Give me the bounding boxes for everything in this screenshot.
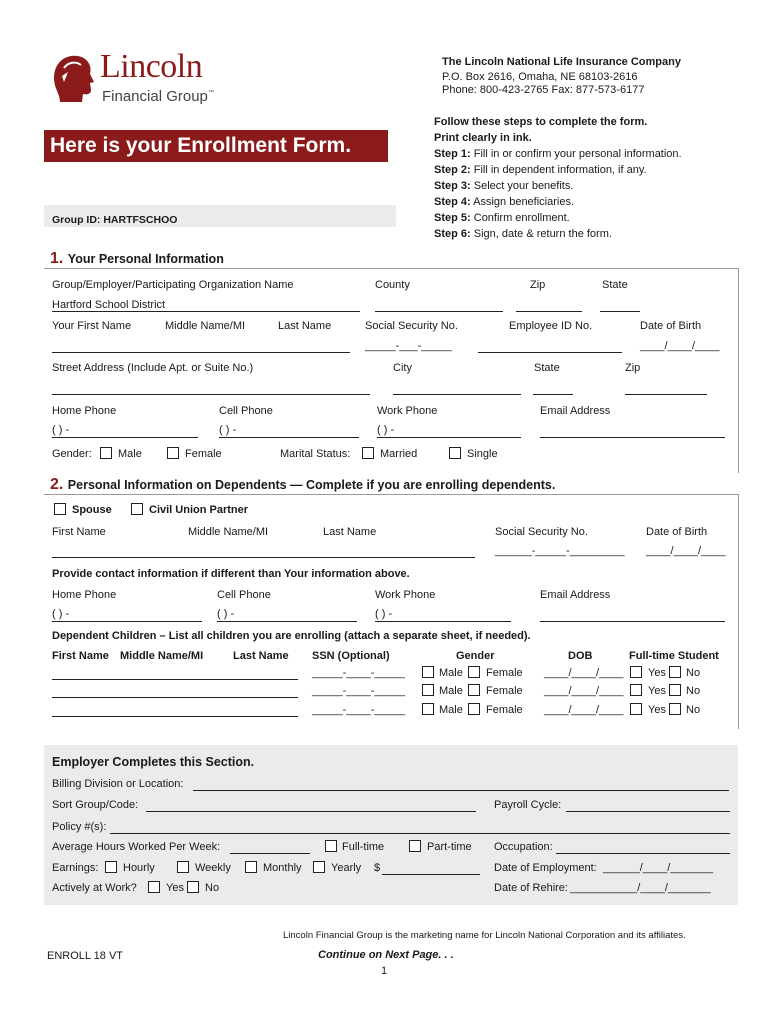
spouse-checkbox[interactable] [54,503,66,515]
dep-name-field[interactable] [52,557,475,558]
male-checkbox[interactable] [100,447,112,459]
child-male-label: Male [439,704,463,716]
street-field[interactable] [52,394,370,395]
billing-label: Billing Division or Location: [52,778,184,790]
employee-id-label: Employee ID No. [509,320,593,332]
billing-field[interactable] [193,790,729,791]
dep-email-label: Email Address [540,589,611,601]
dep-first-name-label: First Name [52,526,106,538]
child-female-checkbox[interactable] [468,684,480,696]
child-female-label: Female [486,667,523,679]
payroll-label: Payroll Cycle: [494,799,562,811]
contact-note: Provide contact information if different than Your information above. [52,568,410,580]
dep-home-phone-field[interactable]: ( ) - [52,608,70,620]
monthly-label: Monthly [263,862,302,874]
zip-label: Zip [530,279,546,291]
married-label: Married [380,448,418,460]
col-middle-name: Middle Name/MI [120,650,204,662]
child-yes-label: Yes [648,704,666,716]
child-female-label: Female [486,685,523,697]
weekly-checkbox[interactable] [177,861,189,873]
payroll-field[interactable] [566,811,730,812]
child-name-field[interactable] [52,679,298,680]
avg-hours-label: Average Hours Worked Per Week: [52,841,221,853]
policy-label: Policy #(s): [52,821,107,833]
dep-cell-phone-field[interactable]: ( ) - [217,608,235,620]
banner-text: Here is your Enrollment Form. [50,134,352,157]
state2-label: State [534,362,560,374]
dep-cell-phone-label: Cell Phone [217,589,271,601]
single-label: Single [467,448,498,460]
logo-wordmark: Lincoln [100,48,203,85]
ssn-label: Social Security No. [365,320,458,332]
dep-middle-name-label: Middle Name/MI [188,526,269,538]
dob-field[interactable]: ____/____/____ [640,340,720,352]
rehire-date-field[interactable]: ___________/____/_______ [570,882,711,894]
child-yes-label: Yes [648,685,666,697]
dep-dob-field[interactable]: ____/____/____ [646,545,726,557]
step-6: Step 6: Sign, date & return the form. [434,228,612,240]
street-label: Street Address (Include Apt. or Suite No.) [52,362,254,374]
cell-phone-field[interactable]: ( ) - [219,424,237,436]
county-label: County [375,279,410,291]
sort-group-label: Sort Group/Code: [52,799,139,811]
dep-work-phone-label: Work Phone [375,589,436,601]
employment-date-field[interactable]: ______/____/_______ [603,862,714,874]
child-yes-checkbox[interactable] [630,666,642,678]
dep-cell-phone-underline [217,621,357,622]
state2-field[interactable] [533,394,573,395]
zip-field[interactable] [516,311,582,312]
col-ssn: SSN (Optional) [312,650,390,662]
child-no-checkbox[interactable] [669,684,681,696]
cell-phone-underline [219,437,359,438]
dollar-sign: $ [374,862,381,874]
org-value[interactable]: Hartford School District [52,299,166,311]
logo-subtitle: Financial Group [102,88,208,105]
org-field[interactable] [52,311,360,312]
dep-work-phone-underline [375,621,511,622]
child-male-label: Male [439,685,463,697]
earnings-field[interactable] [382,874,480,875]
actively-no-checkbox[interactable] [187,881,199,893]
dep-home-phone-label: Home Phone [52,589,117,601]
company-phone: Phone: 800-423-2765 Fax: 877-573-6177 [442,84,645,96]
logo-trademark: ™ [208,90,214,96]
email-field[interactable] [540,437,725,438]
employment-date-label: Date of Employment: [494,862,597,874]
child-yes-label: Yes [648,667,666,679]
married-checkbox[interactable] [362,447,374,459]
employee-id-field[interactable] [478,352,622,353]
first-name-label: Your First Name [52,320,132,332]
child-dob-field[interactable]: ____/____/____ [544,704,624,716]
steps-print: Print clearly in ink. [434,132,532,144]
occupation-field[interactable] [556,853,730,854]
hourly-label: Hourly [123,862,155,874]
name-field[interactable] [52,352,350,353]
email-label: Email Address [540,405,611,417]
child-yes-checkbox[interactable] [630,684,642,696]
child-female-checkbox[interactable] [468,666,480,678]
hourly-checkbox[interactable] [105,861,117,873]
part-time-checkbox[interactable] [409,840,421,852]
step-3: Step 3: Select your benefits. [434,180,574,192]
occupation-label: Occupation: [494,841,553,853]
rehire-date-label: Date of Rehire: [494,882,568,894]
col-gender: Gender [456,650,495,662]
actively-label: Actively at Work? [52,882,137,894]
ssn-field[interactable]: _____-___-_____ [365,340,452,352]
sort-group-field[interactable] [146,811,476,812]
yearly-label: Yearly [331,862,362,874]
child-no-label: No [686,704,701,716]
marketing-note: Lincoln Financial Group is the marketing name for Lincoln National Corporation and its affiliates. [283,930,686,941]
zip2-label: Zip [625,362,641,374]
child-male-label: Male [439,667,463,679]
company-name: The Lincoln National Life Insurance Company [442,56,681,68]
state-field[interactable] [600,311,640,312]
zip2-field[interactable] [625,394,707,395]
dob-label: Date of Birth [640,320,702,332]
section1-heading: 1. Your Personal Information [50,250,224,267]
work-phone-field[interactable]: ( ) - [377,424,395,436]
county-field[interactable] [375,311,503,312]
work-phone-underline [377,437,521,438]
form-id: ENROLL 18 VT [47,950,124,962]
child-ssn-field[interactable]: _____-____-_____ [312,667,405,679]
child-female-checkbox[interactable] [468,703,480,715]
org-label: Group/Employer/Participating Organization Name [52,279,294,291]
child-name-field[interactable] [52,716,298,717]
employer-title: Employer Completes this Section. [52,755,255,769]
children-note: Dependent Children – List all children you are enrolling (attach a separate sheet, if needed). [52,630,531,642]
state-label: State [602,279,628,291]
col-first-name: First Name [52,650,109,662]
page-number: 1 [381,965,388,977]
col-student: Full-time Student [629,650,719,662]
dep-home-phone-underline [52,621,202,622]
marital-label: Marital Status: [280,448,351,460]
single-checkbox[interactable] [449,447,461,459]
dep-email-field[interactable] [540,621,725,622]
child-yes-checkbox[interactable] [630,703,642,715]
home-phone-field[interactable]: ( ) - [52,424,70,436]
child-male-checkbox[interactable] [422,666,434,678]
step-5: Step 5: Confirm enrollment. [434,212,570,224]
part-time-label: Part-time [427,841,472,853]
city-field[interactable] [393,394,521,395]
child-no-label: No [686,685,701,697]
col-last-name: Last Name [233,650,289,662]
last-name-label: Last Name [278,320,332,332]
child-male-checkbox[interactable] [422,684,434,696]
policy-field[interactable] [110,833,730,834]
dep-ssn-label: Social Security No. [495,526,588,538]
actively-yes-label: Yes [166,882,184,894]
logo [50,48,220,106]
section2-heading: 2. Personal Information on Dependents — Complete if you are enrolling dependents. [50,476,556,493]
enrollment-banner [44,130,388,162]
gender-label: Gender: [52,448,92,460]
company-address: P.O. Box 2616, Omaha, NE 68103-2616 [442,71,638,83]
child-ssn-field[interactable]: _____-____-_____ [312,704,405,716]
spouse-label: Spouse [72,504,112,516]
continue-note: Continue on Next Page. . . [318,949,454,961]
male-label: Male [118,448,142,460]
civil-union-label: Civil Union Partner [149,504,249,516]
dep-last-name-label: Last Name [323,526,377,538]
actively-no-label: No [205,882,220,894]
child-dob-field[interactable]: ____/____/____ [544,685,624,697]
full-time-label: Full-time [342,841,385,853]
child-no-checkbox[interactable] [669,666,681,678]
lincoln-profile-icon [50,52,94,104]
work-phone-label: Work Phone [377,405,438,417]
actively-yes-checkbox[interactable] [148,881,160,893]
avg-hours-field[interactable] [230,853,310,854]
yearly-checkbox[interactable] [313,861,325,873]
step-4: Step 4: Assign beneficiaries. [434,196,575,208]
child-no-label: No [686,667,701,679]
home-phone-underline [52,437,198,438]
city-label: City [393,362,412,374]
earnings-label: Earnings: [52,862,99,874]
middle-name-label: Middle Name/MI [165,320,246,332]
group-id: Group ID: HARTFSCHOO [52,214,178,226]
child-female-label: Female [486,704,523,716]
full-time-checkbox[interactable] [325,840,337,852]
dep-dob-label: Date of Birth [646,526,708,538]
female-checkbox[interactable] [167,447,179,459]
child-dob-field[interactable]: ____/____/____ [544,667,624,679]
child-ssn-field[interactable]: _____-____-_____ [312,685,405,697]
steps-intro: Follow these steps to complete the form. [434,116,648,128]
civil-union-checkbox[interactable] [131,503,143,515]
child-name-field[interactable] [52,697,298,698]
monthly-checkbox[interactable] [245,861,257,873]
home-phone-label: Home Phone [52,405,117,417]
step-2: Step 2: Fill in dependent information, if any. [434,164,647,176]
col-dob: DOB [568,650,593,662]
dep-ssn-field[interactable]: ______-_____-_________ [495,545,625,557]
child-no-checkbox[interactable] [669,703,681,715]
step-1: Step 1: Fill in or confirm your personal information. [434,148,682,160]
female-label: Female [185,448,222,460]
cell-phone-label: Cell Phone [219,405,273,417]
child-male-checkbox[interactable] [422,703,434,715]
dep-work-phone-field[interactable]: ( ) - [375,608,393,620]
weekly-label: Weekly [195,862,231,874]
